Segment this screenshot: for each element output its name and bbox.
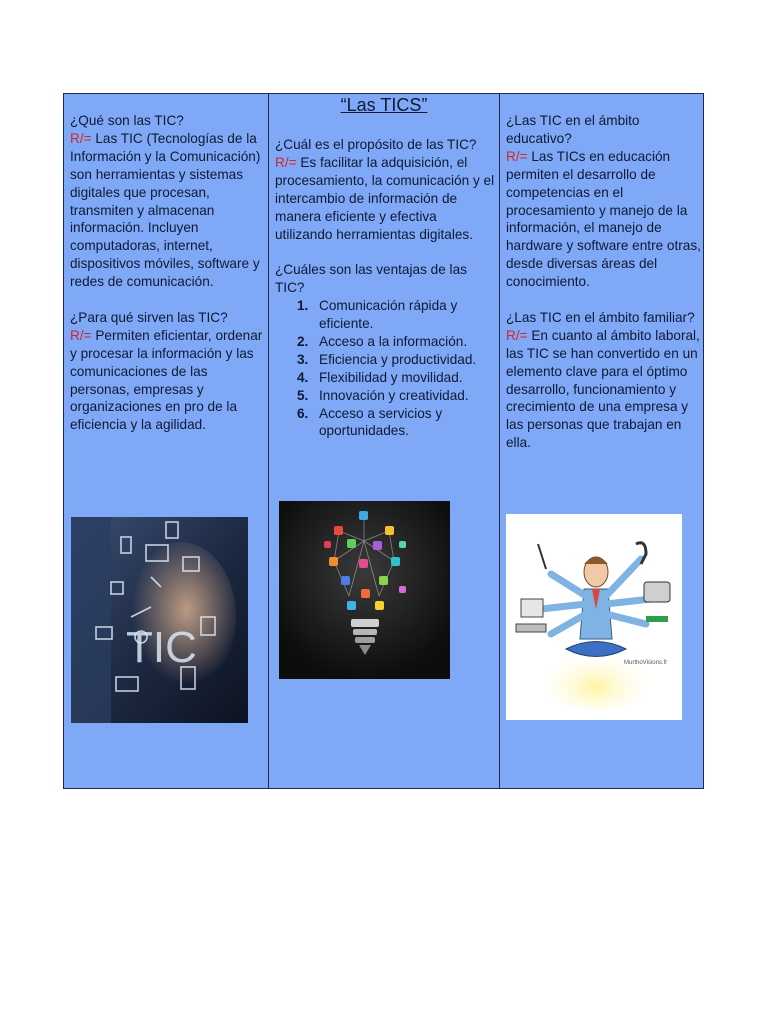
ventajas-list xyxy=(275,297,497,440)
column-3-text xyxy=(506,112,702,452)
question-para-que: ¿Para qué sirven las TIC? xyxy=(70,309,228,325)
list-item: 6. Acceso a servicios y oportunidades. xyxy=(297,405,443,439)
list-item: 4. Flexibilidad y movilidad. xyxy=(297,369,463,385)
multitasking-man-image xyxy=(506,514,682,720)
question-ventajas: ¿Cuáles son las ventajas de las TIC? xyxy=(275,262,467,296)
answer-label: R/= xyxy=(506,148,528,164)
list-item: 2. Acceso a la información. xyxy=(297,333,468,349)
list-item: 5. Innovación y creatividad. xyxy=(297,387,469,403)
column-1-text xyxy=(70,112,266,434)
illustration-signature: MurthoVisions.fr xyxy=(624,660,668,666)
brochure-table xyxy=(63,93,704,789)
answer-label: R/= xyxy=(70,327,92,343)
answer-label: R/= xyxy=(275,154,297,170)
question-educativo: ¿Las TIC en el ámbito educativo? xyxy=(506,113,640,146)
lightbulb-apps-image xyxy=(279,501,450,679)
question-que-son: ¿Qué son las TIC? xyxy=(70,113,184,128)
list-item: 3. Eficiencia y productividad. xyxy=(297,351,477,367)
answer-proposito: R/= Es facilitar la adquisición, el procesamiento, la comunicación y el intercambio de información de manera eficiente y efectiva utilizando herramientas digitales. xyxy=(275,154,495,242)
answer-label: R/= xyxy=(70,130,92,146)
list-item: 1. Comunicación rápida y eficiente. xyxy=(297,298,458,332)
answer-que-son: R/= Las TIC (Tecnologías de la Información y la Comunicación) son herramientas y sistemas digitales que procesan, transmiten y almacenan información. Incluyen computadoras, internet, dispositivos móviles, software y redes de comunicación. xyxy=(70,130,261,290)
question-familiar: ¿Las TIC en el ámbito familiar? xyxy=(506,309,695,325)
tic-letters-decoration: TIC xyxy=(126,623,197,672)
column-ambitos xyxy=(500,94,704,788)
answer-educativo: R/= Las TICs en educación permiten el desarrollo de competencias en el procesamiento y manejo de la información, el manejo de hardware y software entre otras, desde diversas áreas del conocimiento. xyxy=(506,148,701,290)
answer-familiar: R/= En cuanto al ámbito laboral, las TIC se han convertido en un elemento clave para el óptimo desarrollo, funcionamiento y crecimiento de una empresa y las personas que trabajan en ella. xyxy=(506,327,700,451)
column-proposito xyxy=(269,94,500,788)
answer-label: R/= xyxy=(506,327,528,343)
column-que-son xyxy=(64,94,269,788)
answer-para-que: R/= Permiten eficientar, ordenar y procesar la información y las comunicaciones de las personas, empresas y organizaciones en pro de la eficiencia y la agilidad. xyxy=(70,327,263,433)
page-title: “Las TICS” xyxy=(340,95,428,115)
question-proposito: ¿Cuál es el propósito de las TIC? xyxy=(275,137,477,152)
tic-hand-image xyxy=(71,517,248,723)
column-2-text xyxy=(275,136,497,440)
